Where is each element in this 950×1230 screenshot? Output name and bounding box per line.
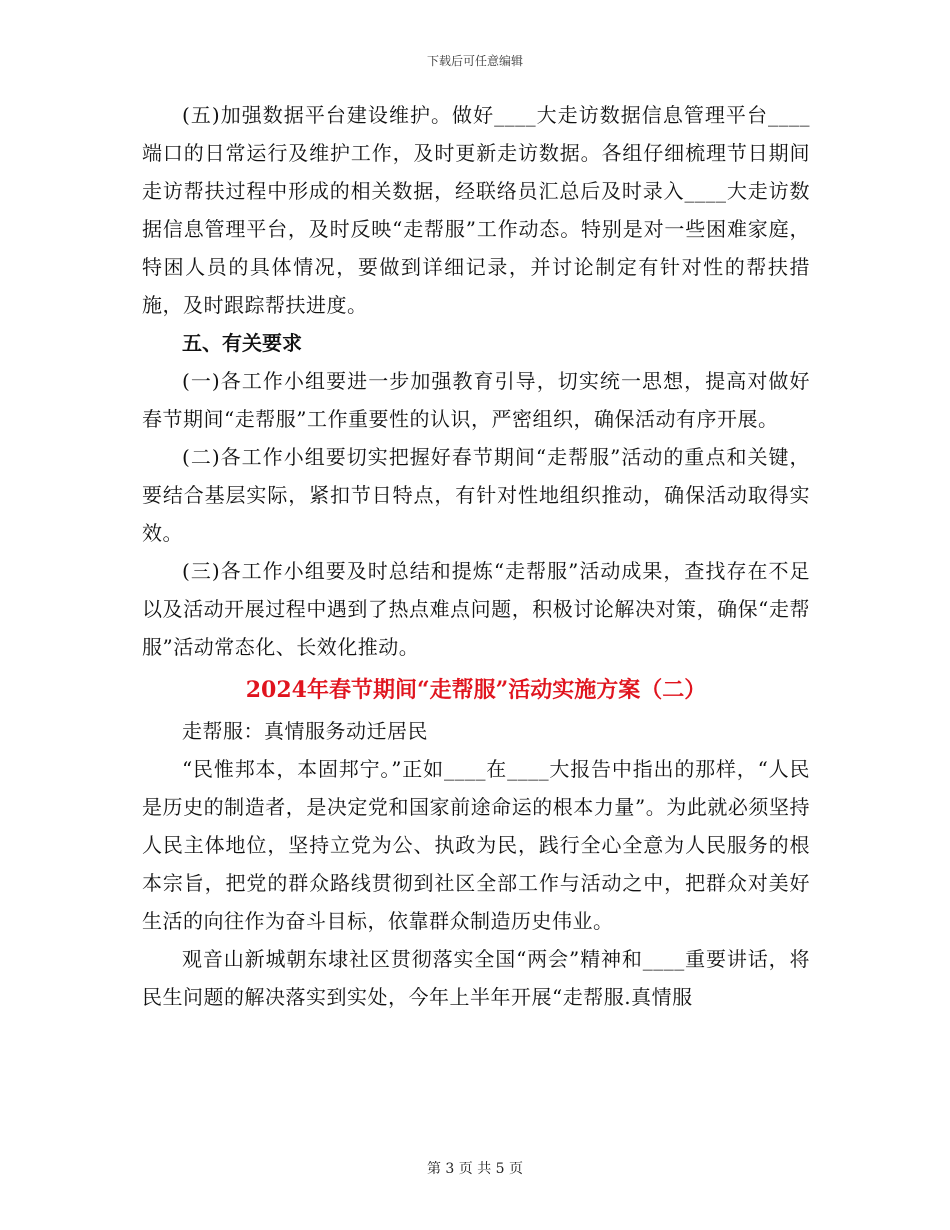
paragraph-subtitle: 走帮服：真情服务动迁居民 xyxy=(182,719,428,743)
paragraph-quote: “民惟邦本，本固邦宁。”正如____在____大报告中指出的那样，“人民是历史的制造者，是决定党和国家前途命运的根本力量”。为此就必须坚持人民主体地位，坚持立党为公、执政为民，践行全心全意为人民服务的根本宗旨，把党的群众路线贯彻到社区全部工作与活动之中，把群众对美好生活的向往作为奋斗目标，依靠群众制造历史伟业。 xyxy=(142,757,810,933)
page-footer: 第 3 页 共 5 页 xyxy=(426,1161,524,1177)
page-header: 下载后可任意编辑 xyxy=(426,54,523,68)
paragraph-requirement-2: (二)各工作小组要切实把握好春节期间“走帮服”活动的重点和关键，要结合基层实际，紧扣节日特点，有针对性地组织推动，确保活动取得实效。 xyxy=(142,445,810,545)
document-body xyxy=(142,96,810,1016)
paragraph-community: 观音山新城朝东埭社区贯彻落实全国“两会”精神和____重要讲话，将民生问题的解决落实到实处，今年上半年开展“走帮服.真情服 xyxy=(142,947,810,1009)
paragraph-requirement-3: (三)各工作小组要及时总结和提炼“走帮服”活动成果，查找存在不足以及活动开展过程中遇到了热点难点问题，积极讨论解决对策，确保“走帮服”活动常态化、长效化推动。 xyxy=(142,559,810,659)
paragraph-requirement-1: (一)各工作小组要进一步加强教育引导，切实统一思想，提高对做好春节期间“走帮服”工作重要性的认识，严密组织，确保活动有序开展。 xyxy=(142,369,810,431)
section-heading-requirements: 五、有关要求 xyxy=(182,331,302,355)
document-title: 2024年春节期间“走帮服”活动实施方案（二） xyxy=(245,677,707,703)
paragraph-data-platform: (五)加强数据平台建设维护。做好____大走访数据信息管理平台____端口的日常运行及维护工作，及时更新走访数据。各组仔细梳理节日期间走访帮扶过程中形成的相关数据，经联络员汇总后及时录入____大走访数据信息管理平台，及时反映“走帮服”工作动态。特别是对一些困难家庭，特困人员的具体情况，要做到详细记录，并讨论制定有针对性的帮扶措施，及时跟踪帮扶进度。 xyxy=(142,103,810,317)
